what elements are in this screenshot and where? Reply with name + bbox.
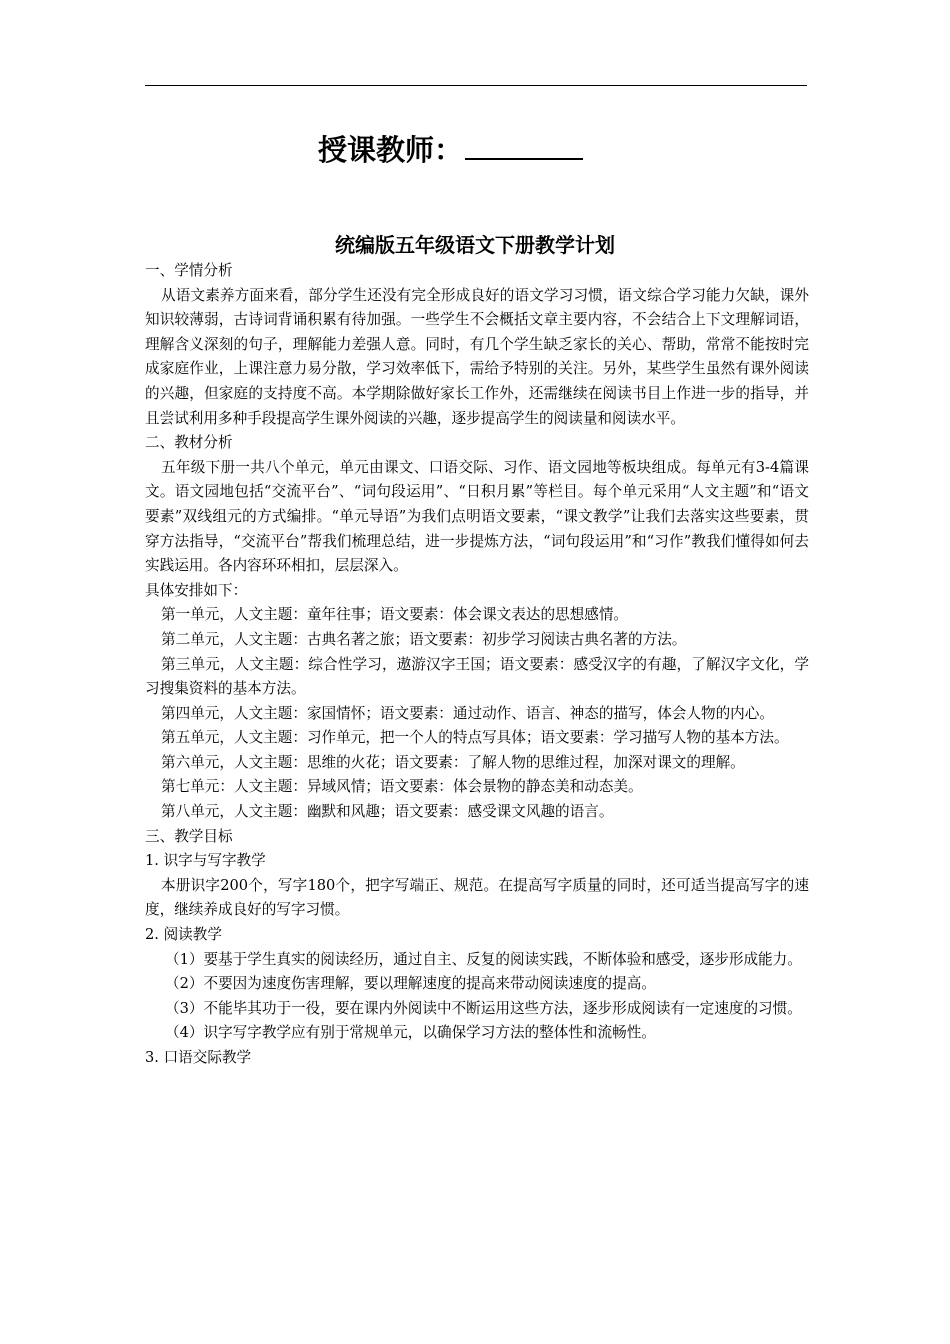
unit-item: 第三单元，人文主题：综合性学习，遨游汉字王国；语文要素：感受汉字的有趣，了解汉字文化，学习搜集资料的基本方法。 (145, 655, 809, 698)
teacher-label: 授课教师： (318, 133, 464, 167)
subheading-reading: 2. 阅读教学 (145, 926, 222, 944)
literacy-paragraph: 本册识字200个，写字180个，把字写端正、规范。在提高写字质量的同时，还可适当提高写字的速度，继续养成良好的写字习惯。 (145, 876, 809, 919)
document-title: 统编版五年级语文下册教学计划 (335, 233, 615, 257)
unit-item: 第四单元，人文主题：家国情怀；语文要素：通过动作、语言、神态的描写，体会人物的内心。 (161, 704, 774, 722)
unit-item: 第一单元，人文主题：童年往事；语文要素：体会课文表达的思想感情。 (161, 606, 629, 624)
student-analysis-paragraph: 从语文素养方面来看，部分学生还没有完全形成良好的语文学习习惯，语文综合学习能力欠缺，课外知识较薄弱，古诗词背诵积累有待加强。一些学生不会概括文章主要内容，不会结合上下文理解词语，理解含义深刻的句子，理解能力差强人意。同时，有几个学生缺乏家长的关心、帮助，常常不能按时完成家庭作业，上课注意力易分散，学习效率低下，需给予特别的关注。另外，某些学生虽然有课外阅读的兴趣，但家庭的支持度不高。本学期除做好家长工作外，还需继续在阅读书目上作进一步的指导，并且尝试利用多种手段提高学生课外阅读的兴趣，逐步提高学生的阅读量和阅读水平。 (145, 286, 809, 427)
unit-item: 第六单元，人文主题：思维的火花；语文要素：了解人物的思维过程，加深对课文的理解。 (161, 753, 745, 771)
header-rule (145, 85, 807, 86)
teacher-blank (465, 134, 583, 160)
subheading-oral-communication: 3. 口语交际教学 (145, 1049, 252, 1066)
textbook-analysis-paragraph: 五年级下册一共八个单元，单元由课文、口语交际、习作、语文园地等板块组成。每单元有3-4篇课文。语文园地包括“交流平台”、“词句段运用”、“日积月累”等栏目。每个单元采用“人文主题”和“语文要素”双线组元的方式编排。“单元导语”为我们点明语文要素，“课文教学”让我们去落实这些要素，贯穿方法指导，“交流平台”帮我们梳理总结，进一步提炼方法，“词句段运用”和“习作”教我们懂得如何去实践运用。各内容环环相扣，层层深入。 (145, 458, 809, 575)
unit-item: 第五单元，人文主题：习作单元，把一个人的特点写具体；语文要素：学习描写人物的基本方法。 (161, 729, 789, 747)
section-heading-student-analysis: 一、学情分析 (145, 262, 233, 279)
arrangement-label: 具体安排如下： (145, 581, 248, 599)
reading-item: （3）不能毕其功于一役，要在课内外阅读中不断运用这些方法，逐步形成阅读有一定速度的习惯。 (165, 999, 802, 1017)
unit-item: 第七单元：人文主题：异域风情；语文要素：体会景物的静态美和动态美。 (161, 778, 643, 796)
reading-item: （2）不要因为速度伤害理解，要以理解速度的提高来带动阅读速度的提高。 (165, 975, 656, 993)
subheading-literacy: 1. 识字与写字教学 (145, 852, 266, 870)
section-heading-textbook-analysis: 二、教材分析 (145, 434, 233, 452)
reading-item: （1）要基于学生真实的阅读经历，通过自主、反复的阅读实践，不断体验和感受，逐步形成能力。 (165, 950, 802, 968)
document-body (145, 259, 809, 1071)
section-heading-teaching-goals: 三、教学目标 (145, 827, 233, 845)
teacher-line (318, 128, 583, 169)
unit-item: 第八单元，人文主题：幽默和风趣；语文要素：感受课文风趣的语言。 (161, 803, 614, 821)
reading-item: （4）识字写字教学应有别于常规单元，以确保学习方法的整体性和流畅性。 (165, 1024, 656, 1042)
unit-item: 第二单元，人文主题：古典名著之旅；语文要素：初步学习阅读古典名著的方法。 (161, 630, 687, 648)
